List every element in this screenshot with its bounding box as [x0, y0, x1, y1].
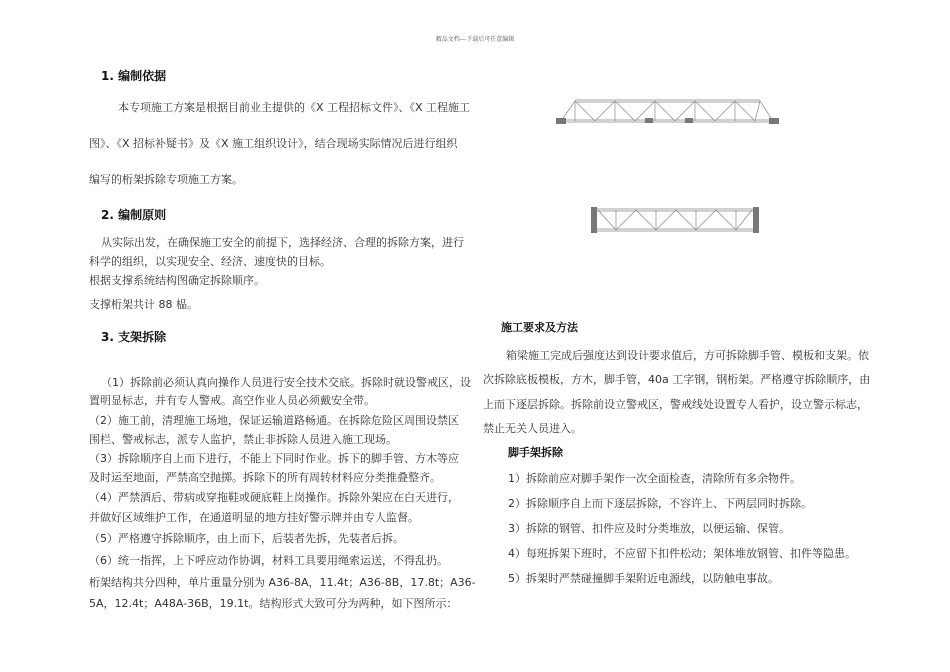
- s2-line-2: 科学的组织，以实现安全、经济、速度快的目标。: [89, 255, 331, 268]
- s2-line-4: 支撑桁架共计 88 榀。: [89, 298, 198, 311]
- section-1-title: 1. 编制依据: [101, 69, 167, 83]
- s3-line-9: （5）严格遵守拆除顺序，由上而下，后装者先拆，先装者后拆。: [89, 532, 404, 545]
- scaffold-line-1: 1）拆除前应对脚手架作一次全面检查，清除所有多余物件。: [508, 472, 801, 485]
- req-line-1: 箱梁施工完成后强度达到设计要求值后，方可拆除脚手管、模板和支架。依: [506, 349, 869, 362]
- s3-line-10: （6）统一指挥，上下呼应动作协调，材料工具要用绳索运送，不得乱扔。: [89, 554, 448, 567]
- s1-line-2: 图》、《X 招标补疑书》及《X 施工组织设计》，结合现场实际情况后进行组织: [89, 137, 458, 150]
- s3-line-11: 桁架结构共分四种，单片重量分别为 A36-8A，11.4t；A36-8B，17.8t；A36-: [89, 576, 476, 589]
- section-2-title: 2. 编制原则: [101, 208, 167, 222]
- scaffold-line-2: 2）拆除顺序自上而下逐层拆除，不容许上、下两层同时拆除。: [508, 497, 812, 510]
- s1-line-3: 编写的桁架拆除专项施工方案。: [89, 173, 243, 186]
- s3-line-5: （3）拆除顺序自上而下进行，不能上下同时作业。拆下的脚手管、方木等应: [89, 452, 459, 465]
- truss-diagram-2: [590, 203, 760, 237]
- scaffold-line-3: 3）拆除的钢管、扣件应及时分类堆放，以便运输、保管。: [508, 522, 790, 535]
- s3-line-4: 围栏、警戒标志，派专人监护，禁止非拆除人员进入施工现场。: [89, 433, 397, 446]
- s1-line-1: 本专项施工方案是根据目前业主提供的《X 工程招标文件》、《X 工程施工: [118, 101, 471, 114]
- s3-line-1: （1）拆除前必须认真向操作人员进行安全技术交底。拆除时就设警戒区，设: [101, 376, 471, 389]
- req-line-3: 上而下逐层拆除。拆除前设立警戒区，警戒线处设置专人看护，设立警示标志，: [483, 398, 868, 411]
- s2-line-1: 从实际出发，在确保施工安全的前提下，选择经济、合理的拆除方案，进行: [101, 236, 464, 249]
- s3-line-8: 并做好区域维护工作，在通道明显的地方挂好警示牌并由专人监督。: [89, 511, 419, 524]
- scaffold-title: 脚手架拆除: [508, 446, 563, 459]
- scaffold-line-4: 4）每班拆架下班时，不应留下扣件松动；架体堆放钢管、扣件等隐患。: [508, 547, 856, 560]
- s3-line-6: 及时运至地面，严禁高空抛掷。拆除下的所有周转材料应分类推叠整齐。: [89, 471, 441, 484]
- page-header: 精品文档---下载后可任意编辑: [435, 36, 515, 43]
- s3-line-7: （4）严禁酒后、带病或穿拖鞋或硬底鞋上岗操作。拆除外架应在白天进行，: [89, 491, 459, 504]
- scaffold-line-5: 5）拆架时严禁碰撞脚手架附近电源线，以防触电事故。: [508, 572, 779, 585]
- s3-line-3: （2）施工前，清理施工场地，保证运输道路畅通。在拆除危险区周围设禁区: [89, 414, 459, 427]
- req-line-4: 禁止无关人员进入。: [483, 422, 582, 435]
- section-3-title: 3. 支架拆除: [101, 330, 167, 344]
- s3-line-2: 置明显标志，并有专人警戒。高空作业人员必须戴安全带。: [89, 394, 375, 407]
- req-line-2: 次拆除底板模板，方木，脚手管，40a 工字钢，钢桁架。严格遵守拆除顺序，由: [483, 373, 871, 386]
- truss-diagram-1: [555, 94, 780, 130]
- s2-line-3: 根据支撑系统结构图确定拆除顺序。: [89, 274, 265, 287]
- requirements-title: 施工要求及方法: [501, 321, 578, 334]
- s3-line-12: 5A，12.4t；A48A-36B，19.1t。结构形式大致可分为两种，如下图所示：: [89, 597, 458, 610]
